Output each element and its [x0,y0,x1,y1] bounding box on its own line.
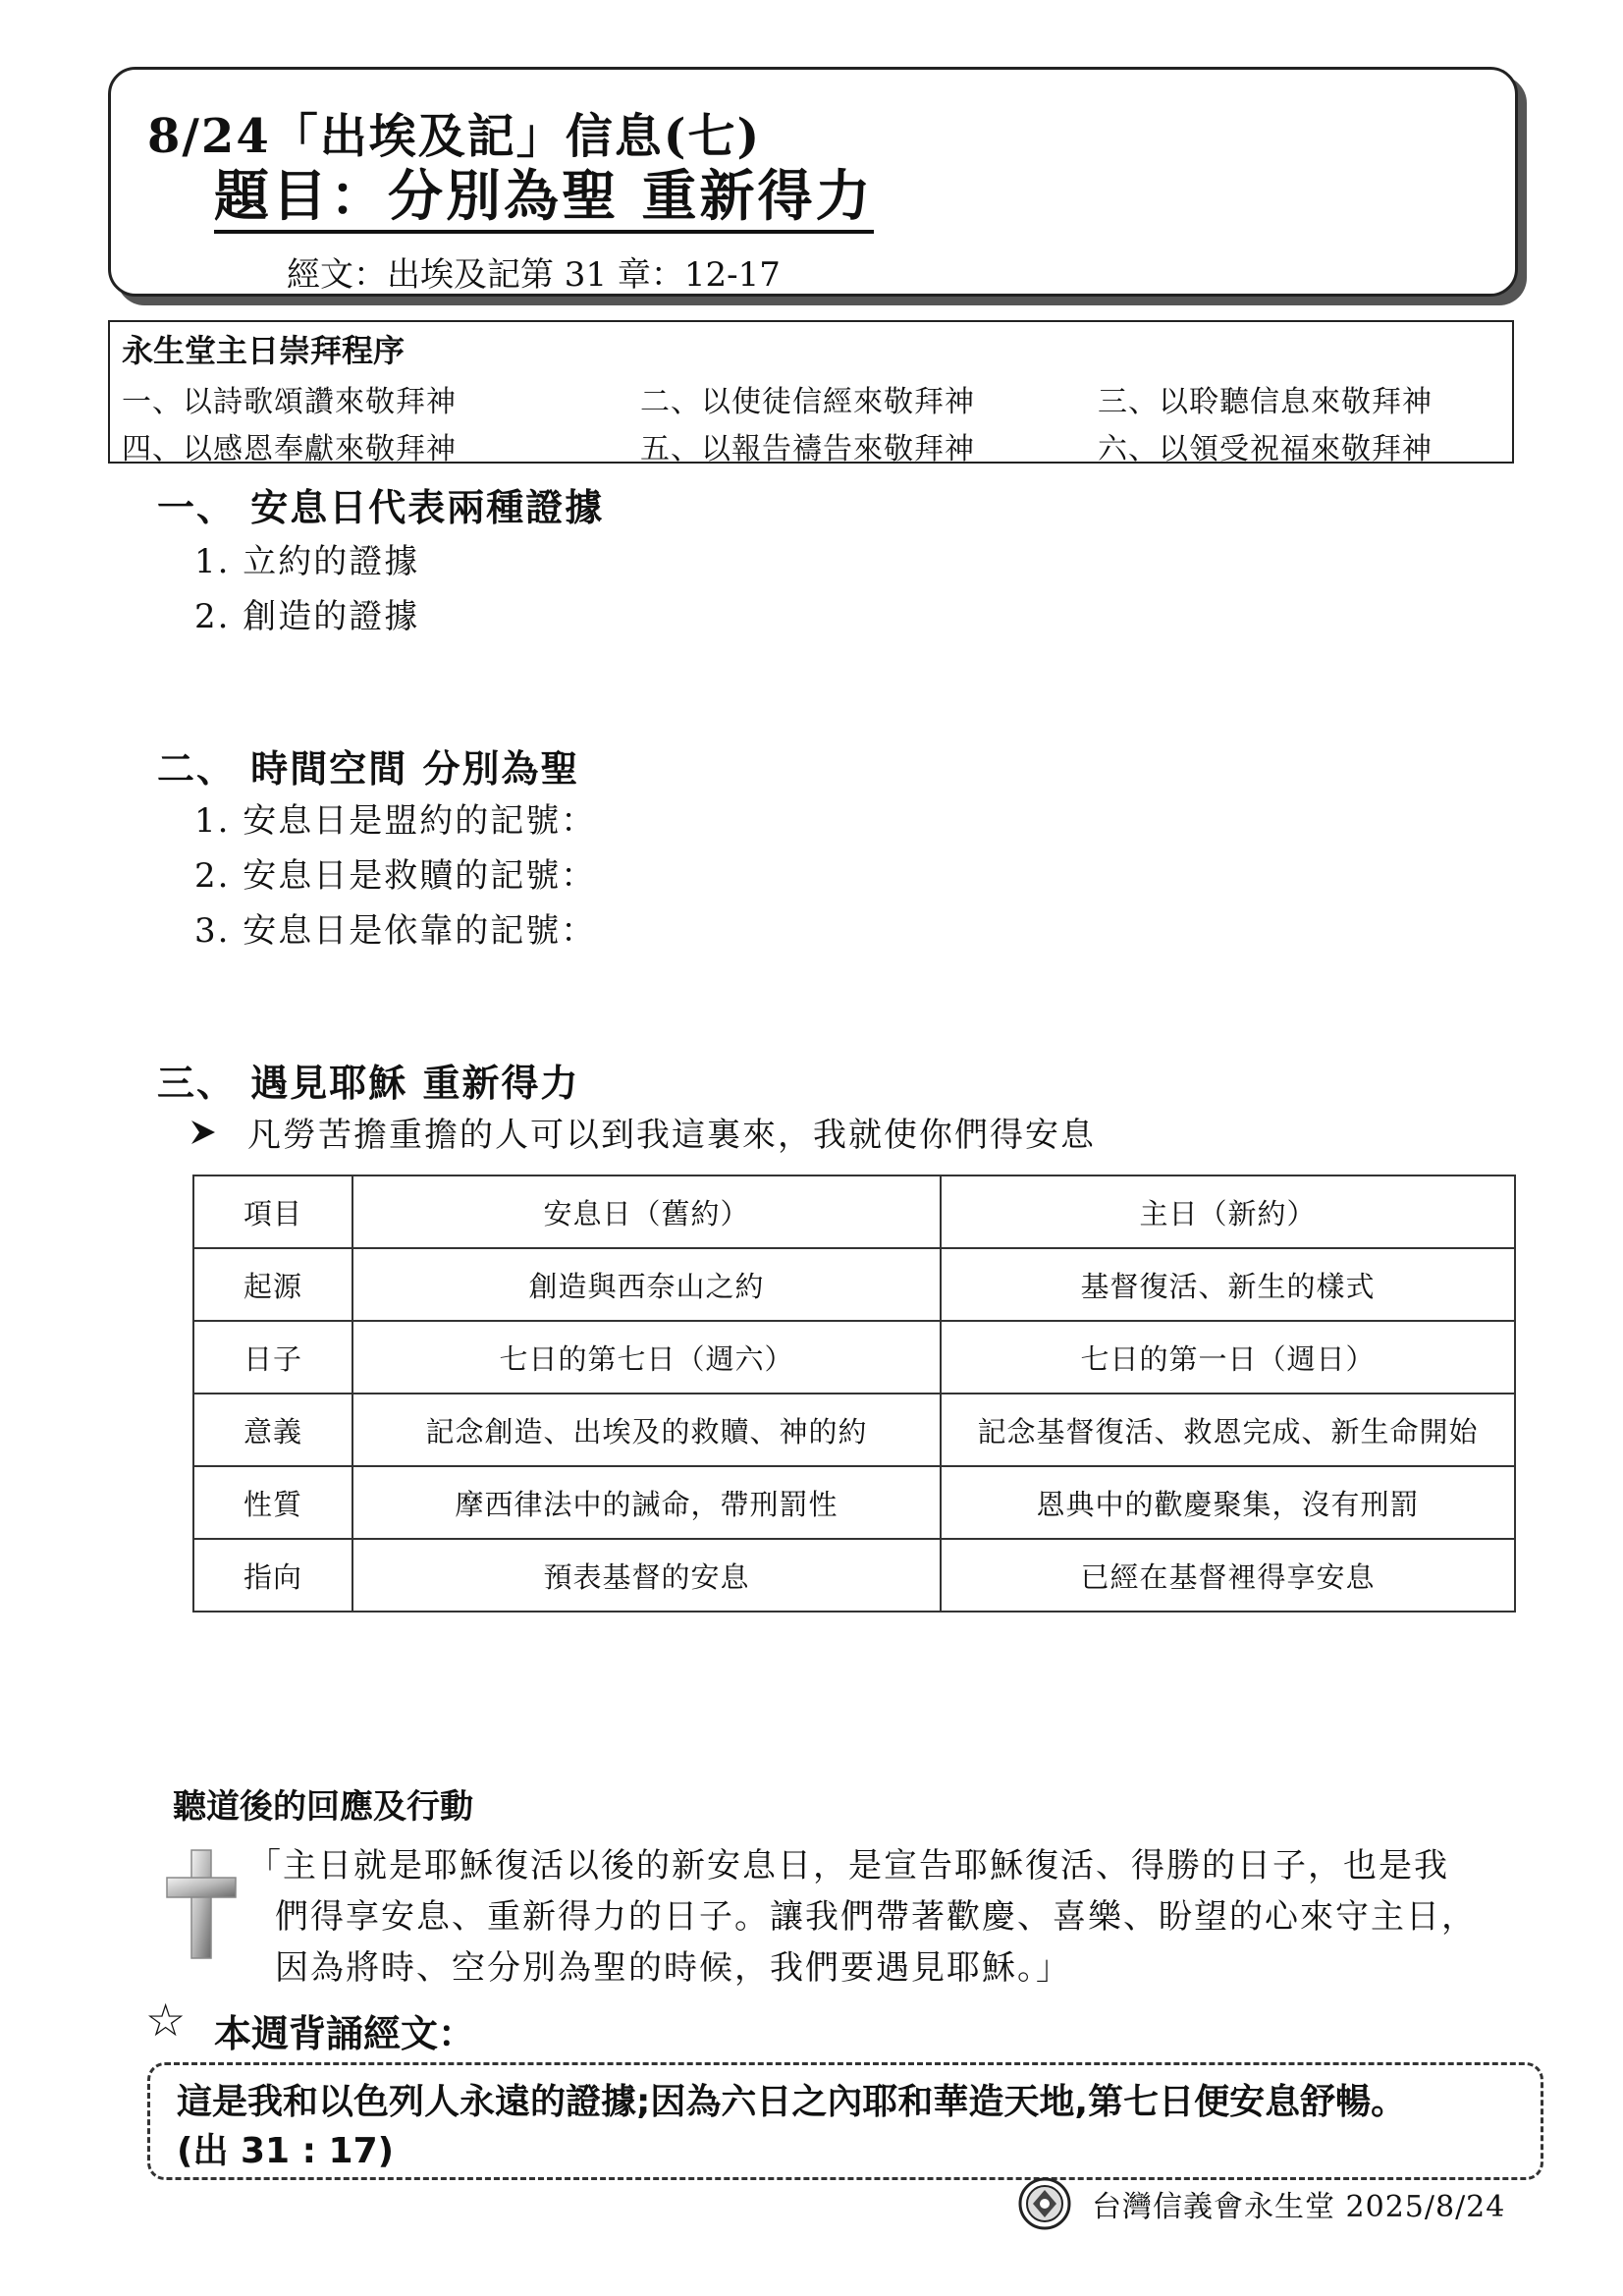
table-cell: 意義 [193,1394,352,1466]
response-text-line: 「主日就是耶穌復活以後的新安息日，是宣告耶穌復活、得勝的日子，也是我 [247,1846,1449,1886]
comparison-table [192,1175,1516,1613]
table-cell: 性質 [193,1466,352,1539]
response-text-line: 們得享安息、重新得力的日子。讓我們帶著歡慶、喜樂、盼望的心來守主日， [275,1897,1477,1937]
star-icon: ☆ [145,1994,187,2047]
worship-order-title: 永生堂主日崇拜程序 [122,332,406,369]
section-heading: 三、 遇見耶穌 重新得力 [157,1061,580,1105]
table-cell: 主日（新約） [941,1175,1515,1248]
cross-icon [163,1846,240,1962]
table-cell: 已經在基督裡得享安息 [941,1539,1515,1612]
table-row [193,1394,1515,1466]
section-item: 2. 創造的證據 [194,597,420,636]
memory-verse-title: 本週背誦經文： [214,2011,476,2055]
table-cell: 基督復活、新生的樣式 [941,1248,1515,1321]
worship-item: 一、以詩歌頌讚來敬拜神 [122,385,457,419]
section-item: 1. 立約的證據 [194,542,420,581]
section-heading: 一、 安息日代表兩種證據 [157,485,605,529]
table-cell: 日子 [193,1321,352,1394]
table-cell: 項目 [193,1175,352,1248]
table-cell: 七日的第一日（週日） [941,1321,1515,1394]
table-row [193,1466,1515,1539]
scripture-reference: 經文：出埃及記第 31 章：12-17 [287,255,781,295]
worship-item: 三、以聆聽信息來敬拜神 [1098,385,1433,419]
worship-item: 五、以報告禱告來敬拜神 [640,432,975,466]
worship-item: 二、以使徒信經來敬拜神 [640,385,975,419]
table-cell: 恩典中的歡慶聚集，沒有刑罰 [941,1466,1515,1539]
worship-item: 六、以領受祝福來敬拜神 [1098,432,1433,466]
worship-item: 四、以感恩奉獻來敬拜神 [122,432,457,466]
table-cell: 安息日（舊約） [352,1175,941,1248]
section-item: 3. 安息日是依靠的記號： [194,911,597,951]
response-title: 聽道後的回應及行動 [173,1787,473,1827]
response-text-line: 因為將時、空分別為聖的時候，我們要遇見耶穌。」 [275,1948,1071,1988]
table-cell: 七日的第七日（週六） [352,1321,941,1394]
table-cell: 摩西律法中的誡命，帶刑罰性 [352,1466,941,1539]
table-cell: 指向 [193,1539,352,1612]
table-row [193,1175,1515,1248]
table-cell: 預表基督的安息 [352,1539,941,1612]
section-item: 2. 安息日是救贖的記號： [194,856,597,896]
table-cell: 記念基督復活、救恩完成、新生命開始 [941,1394,1515,1466]
footer-text: 台灣信義會永生堂 2025/8/24 [1092,2190,1506,2224]
memory-verse-reference: (出 31 : 17) [177,2131,395,2171]
table-row [193,1321,1515,1394]
section-bullet-text: 凡勞苦擔重擔的人可以到我這裏來，我就使你們得安息 [247,1116,1096,1155]
page-title: 題目：分別為聖 重新得力 [214,167,874,234]
table-cell: 創造與西奈山之約 [352,1248,941,1321]
table-row [193,1248,1515,1321]
arrow-bullet-icon [189,1118,218,1147]
table-cell: 起源 [193,1248,352,1321]
series-title: 8/24「出埃及記」信息(七) [147,109,762,164]
section-heading: 二、 時間空間 分別為聖 [157,746,580,791]
church-seal-icon [1017,2176,1072,2231]
memory-verse-text: 這是我和以色列人永遠的證據;因為六日之內耶和華造天地,第七日便安息舒暢。 [177,2082,1407,2122]
table-row [193,1539,1515,1612]
table-cell: 記念創造、出埃及的救贖、神的約 [352,1394,941,1466]
section-item: 1. 安息日是盟約的記號： [194,801,597,841]
